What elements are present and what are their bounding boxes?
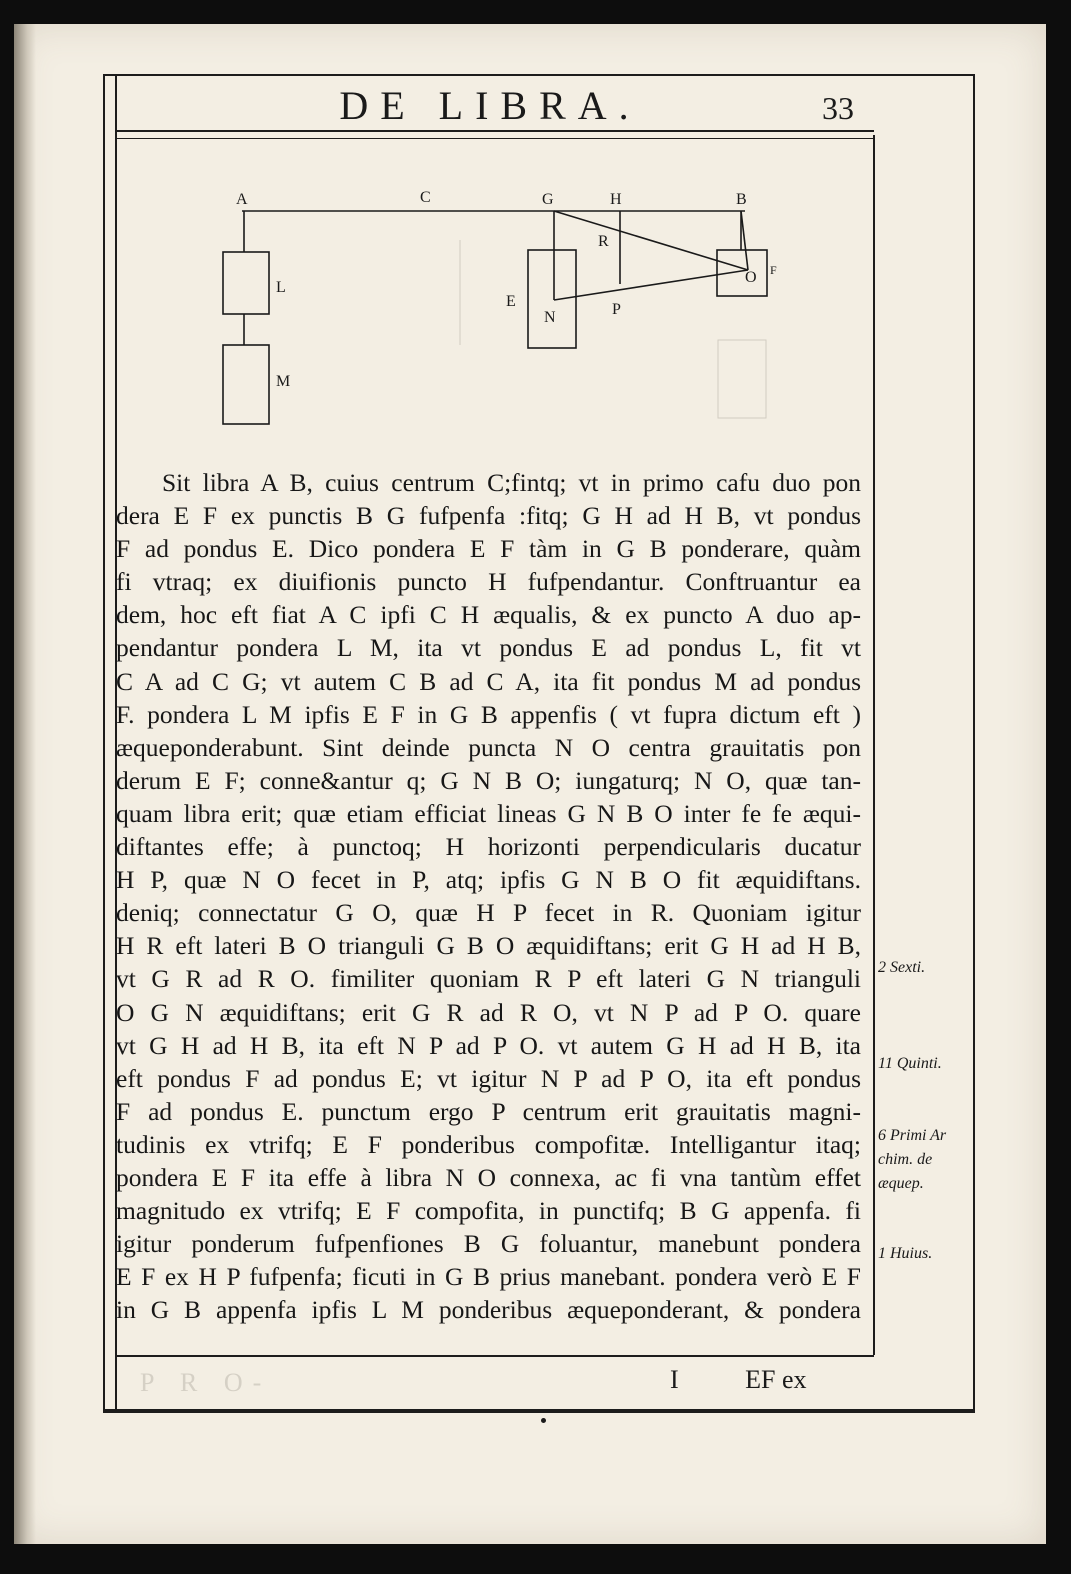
text-line: F ad pondus E. Dico pondera E F tàm in G B ponderare, quàm [116, 534, 861, 564]
label-E: E [506, 293, 516, 310]
text-line: O G N æquidiftans; erit G R ad R O, vt N P ad P O. quare [116, 997, 861, 1027]
text-line: æqueponderabunt. Sint deinde puncta N O centra grauitatis pon [116, 732, 861, 762]
text-line: deniq; connectatur G O, quæ H P fecet in R. Quoniam igitur [116, 898, 861, 928]
footer-line [670, 1365, 807, 1395]
faint-weight [718, 340, 766, 418]
show-through-text: P R O- [140, 1368, 272, 1397]
text-line: vt G H ad H B, ita eft N P ad P O. vt autem G H ad H B, ita [116, 1030, 861, 1060]
label-H: H [610, 191, 622, 208]
margin-note: 2 Sexti. [878, 959, 926, 976]
text-line: pondera E F ita effe à libra N O connexa, ac fi vna tantùm effet [116, 1162, 861, 1192]
text-line: E F ex H P fufpenfa; ficuti in G B prius manebant. pondera verò E F [116, 1262, 861, 1292]
weight-E [528, 250, 576, 348]
label-G: G [542, 191, 554, 208]
catchword: EF ex [745, 1365, 807, 1394]
text-line: F ad pondus E. punctum ergo P centrum erit grauitatis magni- [116, 1096, 861, 1126]
label-M: M [276, 373, 291, 390]
text-line: H P, quæ N O fecet in P, atq; ipfis G N B O fit æquidiftans. [116, 865, 861, 895]
margin-note: 6 Primi Ar chim. de æquep. [878, 1127, 947, 1192]
text-line: tudinis ex vtrifq; E F ponderibus compofitæ. Intelligantur itaq; [116, 1129, 861, 1159]
label-A: A [236, 191, 248, 208]
label-R: R [598, 233, 609, 250]
right-rule [873, 135, 875, 1355]
signature-mark: I [670, 1365, 679, 1394]
binding-gutter [14, 24, 36, 1544]
balance-diagram [210, 180, 810, 440]
text-line: pendantur pondera L M, ita vt pondus E ad pondus L, fit vt [116, 633, 861, 663]
label-O: O [745, 269, 757, 286]
text-line: vt G R ad R O. fimiliter quoniam R P eft lateri G N trianguli [116, 964, 861, 994]
body-rule [117, 138, 874, 139]
text-line: dera E F ex punctis B G fufpenfa :fitq; G H ad H B, vt pondus [116, 501, 861, 531]
running-head: DE LIBRA. [339, 83, 641, 128]
decorative-dot [541, 1418, 546, 1423]
margin-note: 11 Quinti. [878, 1055, 942, 1072]
line-GO [554, 211, 748, 270]
label-C: C [420, 189, 431, 206]
page-number: 33 [822, 90, 854, 126]
text-line: derum E F; conne&antur q; G N B O; iungaturq; N O, quæ tan- [116, 765, 861, 795]
weight-L [223, 252, 269, 314]
text-line: dem, hoc eft fiat A C ipfi C H æqualis, & ex puncto A duo ap- [116, 600, 861, 630]
margin-note: 1 Huius. [878, 1245, 933, 1262]
label-F: F [770, 263, 777, 277]
weight-M [223, 345, 269, 424]
text-line: quam libra erit; quæ etiam efficiat lineas G N B O inter fe fe æqui- [116, 798, 861, 828]
text-line: eft pondus F ad pondus E; vt igitur N P ad P O, ita eft pondus [116, 1063, 861, 1093]
bottom-rule [103, 1411, 975, 1413]
label-L: L [276, 279, 286, 296]
text-line: Sit libra A B, cuius centrum C;fintq; vt in primo cafu duo pon [162, 468, 861, 497]
text-line: diftantes effe; à punctoq; H horizonti perpendicularis ducatur [116, 832, 861, 862]
text-line: F. pondera L M ipfis E F in G B appenfis ( vt fupra dictum eft ) [116, 699, 861, 729]
text-line: igitur ponderum fufpenfiones B G foluantur, manebunt pondera [116, 1229, 861, 1259]
label-B: B [736, 191, 747, 208]
foot-rule [117, 1355, 874, 1357]
text-line: H R eft lateri B O trianguli G B O æquidiftans; erit G H ad H B, [116, 931, 861, 961]
label-P: P [612, 301, 621, 318]
text-line: fi vtraq; ex diuifionis puncto H fufpendantur. Conftruantur ea [116, 567, 861, 597]
text-line: in G B appenfa ipfis L M ponderibus æqueponderant, & pondera [116, 1295, 861, 1325]
text-line: magnitudo ex vtrifq; E F compofita, in punctifq; B G appenfa. fi [116, 1196, 861, 1226]
head-rule [117, 130, 874, 132]
text-line: C A ad C G; vt autem C B ad C A, ita fit pondus M ad pondus [116, 666, 861, 696]
label-N: N [544, 309, 556, 326]
line-BO [741, 211, 748, 270]
body-text [116, 466, 861, 1326]
